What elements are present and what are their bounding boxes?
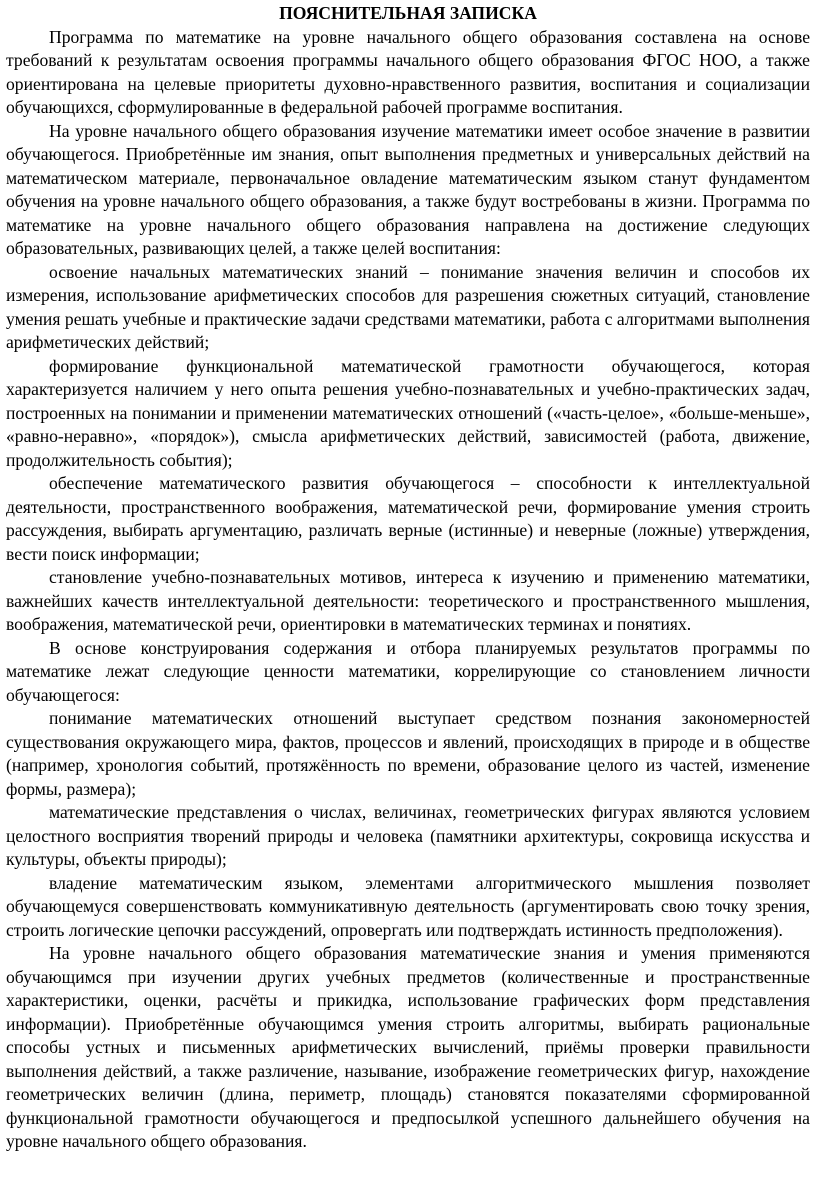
paragraph-program-basis: Программа по математике на уровне начального общего образования составлена на основе требований к результатам освоения программы начального общего образования ФГОС НОО, а также ориентирована на целевые приоритеты духовно-нравственного развития, воспитания и социализации обучающихся, сформулированные в федеральной рабочей программе воспитания. bbox=[6, 26, 810, 117]
paragraph-values-intro: В основе конструирования содержания и отбора планируемых результатов программы по математике лежат следующие ценности математики, коррелирующие со становлением личности обучающегося: bbox=[6, 637, 810, 705]
paragraph-value-representations: математические представления о числах, величинах, геометрических фигурах являются условием целостного восприятия творений природы и человека (памятники архитектуры, сокровища искусства и культуры, объекты природы); bbox=[6, 802, 810, 869]
paragraph-goal-knowledge: освоение начальных математических знаний – понимание значения величин и способов их измерения, использование арифметических способов для разрешения сюжетных ситуаций, становление умения решать учебные и практические задачи средствами математики, работа с алгоритмами выполнения арифметических действий; bbox=[6, 261, 810, 352]
paragraph-value-relations: понимание математических отношений выступает средством познания закономерностей существования окружающего мира, фактов, процессов и явлений, происходящих в природе и в обществе (например, хронология событий, протяжённость по времени, образование целого из частей, изменение формы, размера); bbox=[6, 708, 810, 799]
paragraph-goal-development: обеспечение математического развития обучающегося – способности к интеллектуальной деятельности, пространственного воображения, математической речи, формирование умения строить рассуждения, выбирать аргументацию, различать верные (истинные) и неверные (ложные) утверждения, вести поиск информации; bbox=[6, 473, 810, 564]
paragraph-goal-motivation: становление учебно-познавательных мотивов, интереса к изучению и применению математики, важнейших качеств интеллектуальной деятельности: теоретического и пространственного мышления, воображения, математической речи, ориентировки в математических терминах и понятиях. bbox=[6, 567, 810, 634]
document-title: ПОЯСНИТЕЛЬНАЯ ЗАПИСКА bbox=[279, 3, 537, 23]
paragraph-applications: На уровне начального общего образования математические знания и умения применяются обучающимся при изучении других учебных предметов (количественные и пространственные характеристики, оценки, расчёты и прикидка, использование графических форм представления информации). Приобретённые обучающимся умения строить алгоритмы, выбирать рациональные способы устных и письменных арифметических вычислений, приёмы проверки правильности выполнения действий, а также различение, называние, изображение геометрических фигур, нахождение геометрических величин (длина, периметр, площадь) становятся показателями сформированной функциональной грамотности обучающегося и предпосылкой успешного дальнейшего обучения на уровне начального общего образования. bbox=[6, 943, 810, 1151]
paragraph-math-importance: На уровне начального общего образования изучение математики имеет особое значение в развитии обучающегося. Приобретённые им знания, опыт выполнения предметных и универсальных действий на математическом материале, первоначальное овладение математическим языком станут фундаментом обучения на уровне начального общего образования, а также будут востребованы в жизни. Программа по математике на уровне начального общего образования направлена на достижение следующих образовательных, развивающих целей, а также целей воспитания: bbox=[6, 120, 810, 258]
paragraph-goal-literacy: формирование функциональной математической грамотности обучающегося, которая характеризуется наличием у него опыта решения учебно-познавательных и учебно-практических задач, построенных на понимании и применении математических отношений («часть-целое», «больше-меньше», «равно-неравно», «порядок»), смысла арифметических действий, зависимостей (работа, движение, продолжительность события); bbox=[6, 355, 810, 470]
paragraph-value-language: владение математическим языком, элементами алгоритмического мышления позволяет обучающемуся совершенствовать коммуникативную деятельность (аргументировать свою точку зрения, строить логические цепочки рассуждений, опровергать или подтверждать истинность предположения). bbox=[6, 872, 810, 940]
